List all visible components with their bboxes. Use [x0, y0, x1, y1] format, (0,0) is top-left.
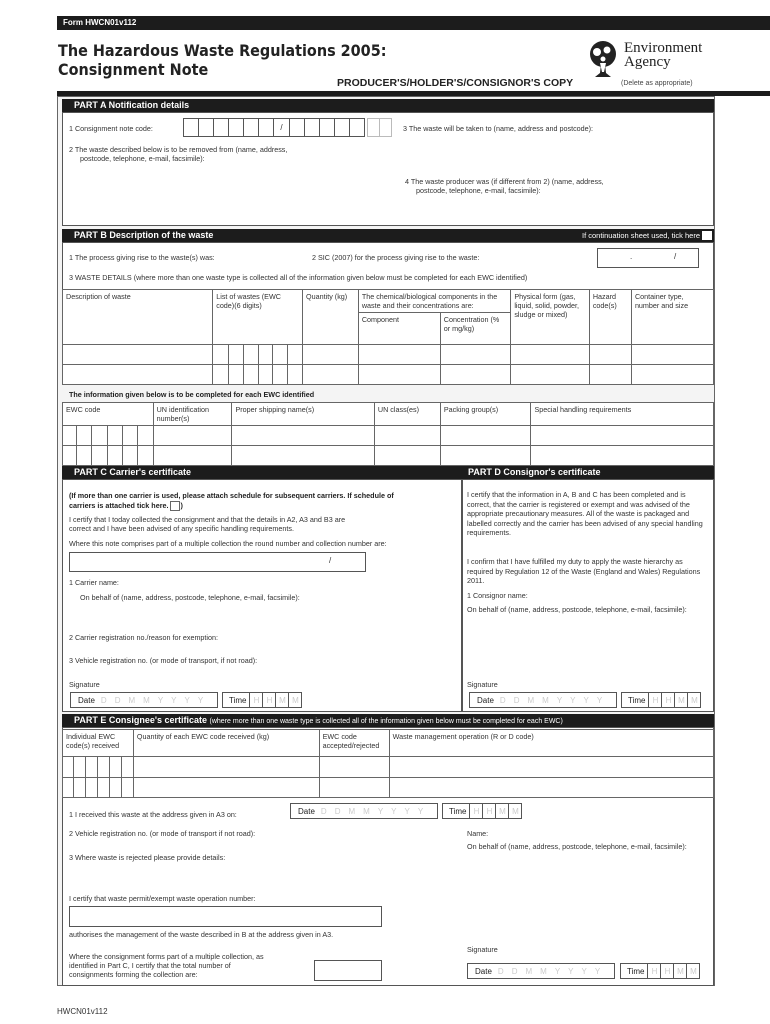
col-physical-form: Physical form (gas, liquid, solid, powder, sludge or mixed) [511, 290, 590, 345]
consignment-code-suffix-input[interactable] [367, 118, 392, 137]
part-a-q4-label: 4 The waste producer was (if different from 2) (name, address, [405, 177, 604, 186]
col-un-id: UN identification number(s) [153, 403, 232, 426]
part-a-header: PART A Notification details [62, 99, 714, 112]
part-d-header: PART D Consignor's certificate [462, 466, 714, 479]
agency-line-1: Environment [624, 40, 703, 56]
carrier-schedule-note: (If more than one carrier is used, please attach schedule for subsequent carriers. If schedule of [69, 491, 394, 500]
consignee-on-behalf-label: On behalf of (name, address, postcode, telephone, e-mail, facsimile): [467, 842, 687, 851]
continuation-checkbox[interactable] [702, 231, 712, 240]
ewc-transport-table [62, 402, 714, 466]
ewc-info-note: The information given below is to be completed for each EWC identified [69, 390, 315, 399]
permit-number-input[interactable] [69, 906, 382, 927]
received-date-label: 1 I received this waste at the address given in A3 on: [69, 810, 237, 819]
part-a-q4-label-2: postcode, telephone, e-mail, facsimile): [416, 186, 541, 195]
col-container: Container type, number and size [631, 290, 713, 345]
consignor-certify-text: I certify that the information in A, B and C has been completed and is correct, that the carrier is registered or exempt and was advised of the appropriate precautionary measures. All of the waste is packaged and labelled correctly and the carrier has been advised of any special handling requirements. [467, 490, 703, 537]
table-row[interactable] [63, 757, 714, 778]
rejected-details-label: 3 Where waste is rejected please provide details: [69, 853, 226, 862]
multiple-collection-label: Where this note comprises part of a multiple collection the round number and collection number are: [69, 539, 387, 548]
carrier-registration-label: 2 Carrier registration no./reason for exemption: [69, 633, 219, 642]
received-time-input[interactable]: Time H H M M [442, 803, 522, 819]
part-e-subtitle: (where more than one waste type is collected all of the information given below must be completed for each EWC) [209, 718, 563, 725]
carrier-certify-1: I certify that I today collected the consignment and that the details in A2, A3 and B3 are [69, 515, 346, 524]
carrier-schedule-note-2: carriers is attached tick here. ) [69, 501, 183, 510]
col-description: Description of waste [63, 290, 213, 345]
part-c-header: PART C Carrier's certificate [62, 466, 462, 479]
consignor-signature-label: Signature [467, 680, 498, 689]
waste-details-table [62, 289, 714, 385]
page-title [58, 41, 386, 79]
col-quantity: Quantity (kg) [303, 290, 359, 345]
authorises-text: authorises the management of the waste described in B at the address given in A3. [69, 930, 334, 939]
col-individual-ewc: Individual EWC code(s) received [63, 730, 134, 757]
col-waste-operation: Waste management operation (R or D code) [389, 730, 713, 757]
carrier-date-input[interactable]: Date D D M M Y Y Y Y [70, 692, 218, 708]
total-consignments-input[interactable] [314, 960, 382, 981]
carrier-signature-label: Signature [69, 680, 100, 689]
form-code-bar [57, 16, 770, 30]
continuation-label: If continuation sheet used, tick here [582, 231, 700, 240]
part-a-q2-label-2: postcode, telephone, e-mail, facsimile): [80, 154, 205, 163]
schedule-attached-checkbox[interactable] [170, 501, 180, 511]
agency-line-2: Agency [624, 54, 671, 70]
total-consignments-label: Where the consignment forms part of a multiple collection, as identified in Part C, I certify that the total number of consignments forming the collection are: [69, 952, 264, 979]
sic-input[interactable]: . / [597, 248, 699, 268]
col-shipping-name: Proper shipping name(s) [232, 403, 374, 426]
environment-agency-logo-icon [583, 39, 623, 79]
consignee-ewc-table [62, 729, 714, 798]
part-e-header [62, 714, 714, 727]
consignment-code-input[interactable]: / [183, 118, 365, 137]
carrier-time-input[interactable]: Time H H M M [222, 692, 302, 708]
table-row[interactable] [63, 345, 714, 365]
sic-label: 2 SIC (2007) for the process giving rise to the waste: [312, 253, 480, 262]
col-accepted-rejected: EWC code accepted/rejected [319, 730, 389, 757]
col-special-handling: Special handling requirements [531, 403, 714, 426]
table-row[interactable] [63, 365, 714, 385]
part-a-q3-label: 3 The waste will be taken to (name, address and postcode): [403, 124, 594, 133]
part-b-title: PART B Description of the waste [74, 230, 214, 240]
form-code: Form HWCN01v112 [63, 18, 137, 27]
title-line-1: The Hazardous Waste Regulations 2005: [58, 41, 387, 60]
received-date-input[interactable]: Date D D M M Y Y Y Y [290, 803, 438, 819]
consignment-code-label: 1 Consignment note code: [69, 124, 153, 133]
carrier-name-label: 1 Carrier name: [69, 578, 119, 587]
carrier-certify-2: correct and I have been advised of any specific handling requirements. [69, 524, 294, 533]
table-row[interactable] [63, 426, 714, 446]
copy-label: PRODUCER'S/HOLDER'S/CONSIGNOR'S COPY [337, 77, 574, 89]
part-b-header [62, 229, 714, 242]
col-list-of-wastes: List of wastes (EWC code)(6 digits) [213, 290, 303, 345]
waste-details-label: 3 WASTE DETAILS (where more than one waste type is collected all of the information given below must be completed for each EWC identified) [69, 273, 528, 282]
consignee-signature-label: Signature [467, 945, 498, 954]
permit-number-label: I certify that waste permit/exempt waste operation number: [69, 894, 256, 903]
title-line-2: Consignment Note [58, 60, 209, 79]
col-quantity-received: Quantity of each EWC code received (kg) [133, 730, 319, 757]
process-label: 1 The process giving rise to the waste(s) was: [69, 253, 215, 262]
part-e-title: PART E Consignee's certificate [74, 715, 208, 725]
consignee-time-input[interactable]: Time H H M M [620, 963, 700, 979]
col-concentration: Concentration (% or mg/kg) [440, 313, 511, 345]
col-un-class: UN class(es) [374, 403, 440, 426]
consignor-date-input[interactable]: Date D D M M Y Y Y Y [469, 692, 617, 708]
consignee-date-input[interactable]: Date D D M M Y Y Y Y [467, 963, 615, 979]
agency-name [624, 41, 702, 69]
carrier-on-behalf-label: On behalf of (name, address, postcode, telephone, e-mail, facsimile): [80, 593, 300, 602]
vehicle-registration-label: 3 Vehicle registration no. (or mode of transport, if not road): [69, 656, 258, 665]
consignee-name-label: Name: [467, 829, 489, 838]
table-row[interactable] [63, 778, 714, 798]
consignor-name-label: 1 Consignor name: [467, 591, 528, 600]
part-a-q2-label: 2 The waste described below is to be removed from (name, address, [69, 145, 288, 154]
consignor-time-input[interactable]: Time H H M M [621, 692, 701, 708]
consignor-confirm-text: I confirm that I have fulfilled my duty to apply the waste hierarchy as required by Regulation 12 of the Waste (England and Wales) Regulations 2011. [467, 557, 701, 585]
consignee-vehicle-label: 2 Vehicle registration no. (or mode of transport if not road): [69, 829, 256, 838]
consignor-on-behalf-label: On behalf of (name, address, postcode, telephone, e-mail, facsimile): [467, 605, 687, 614]
col-component: Component [358, 313, 440, 345]
col-chemical-components: The chemical/biological components in the waste and their concentrations are: [358, 290, 511, 313]
footer-form-code: HWCN01v112 [57, 1007, 108, 1016]
col-hazard-codes: Hazard code(s) [589, 290, 631, 345]
table-row[interactable] [63, 446, 714, 466]
col-packing-group: Packing group(s) [440, 403, 531, 426]
delete-note: (Delete as appropriate) [621, 80, 693, 87]
col-ewc-code: EWC code [63, 403, 154, 426]
round-collection-input[interactable]: / [69, 552, 366, 572]
